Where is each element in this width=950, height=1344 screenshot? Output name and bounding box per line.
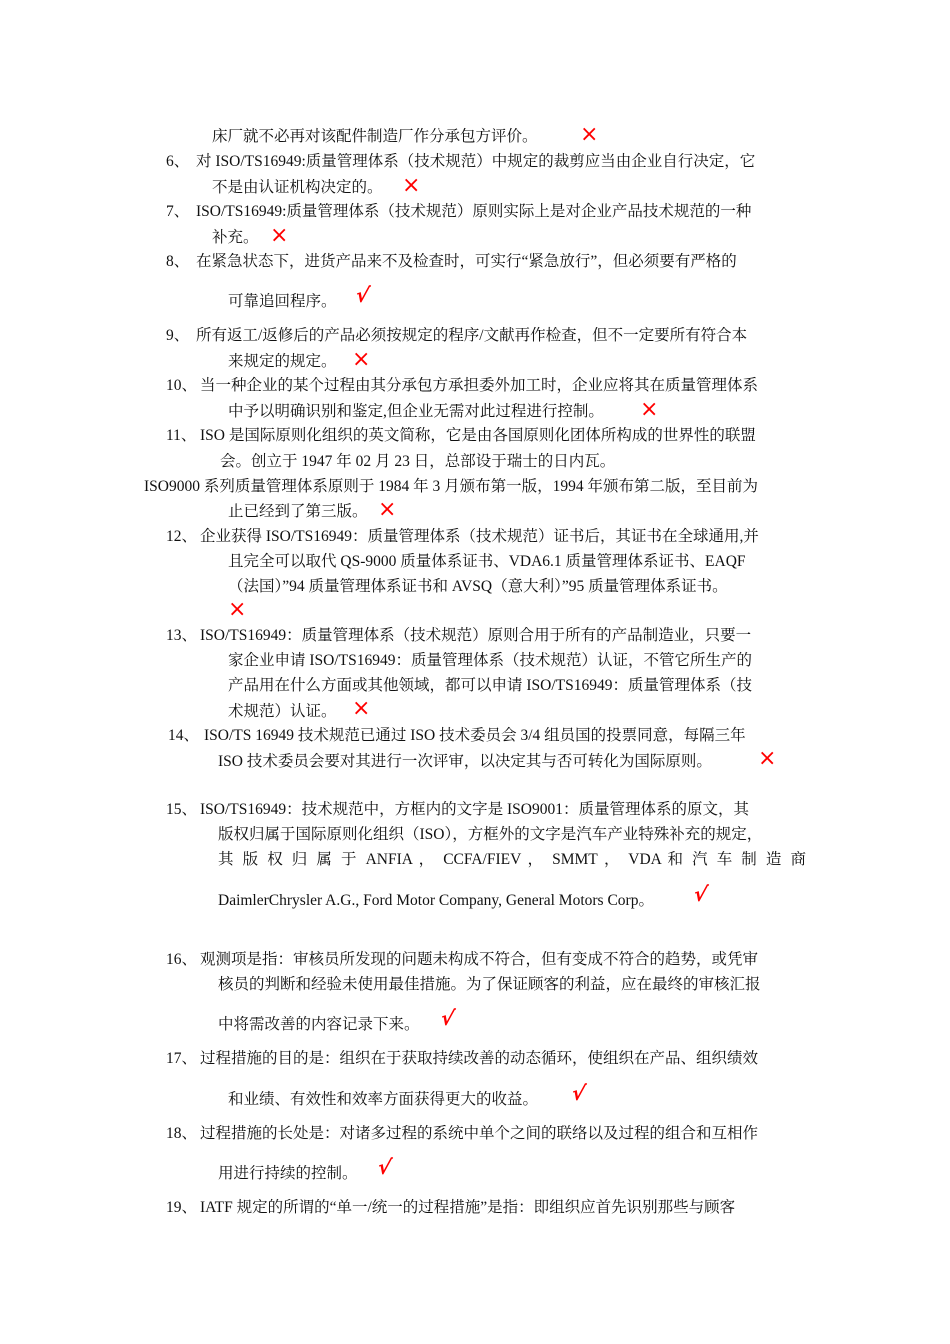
check-mark-icon: √ xyxy=(353,283,372,307)
item-13-line-2: 家企业申请 ISO/TS16949：质量管理体系（技术规范）认证，不管它所生产的 xyxy=(228,652,752,669)
item-15-line-1: ISO/TS16949：技术规范中，方框内的文字是 ISO9001：质量管理体系的原文，其 xyxy=(200,801,749,818)
item-15-number: 15、 xyxy=(166,801,198,818)
item-10-line-2: 中予以明确识别和鉴定,但企业无需对此过程进行控制。 xyxy=(228,403,604,420)
item-17-line-2: 和业绩、有效性和效率方面获得更大的收益。 xyxy=(228,1091,539,1108)
item-8-line-2: 可靠追回程序。 xyxy=(228,293,337,310)
item-16-line-2: 核员的判断和经验未使用最佳措施。为了保证顾客的利益，应在最终的审核汇报 xyxy=(218,976,761,993)
cross-mark-icon: × xyxy=(270,223,289,248)
cross-mark-icon: × xyxy=(228,597,247,622)
item-11-number: 11、 xyxy=(166,427,197,444)
item-9-line-1: 所有返工/返修后的产品必须按规定的程序/文献再作检查，但不一定要所有符合本 xyxy=(196,327,748,344)
item-6-line-2: 不是由认证机构决定的。 xyxy=(212,179,383,196)
cross-mark-icon: × xyxy=(580,122,599,147)
item-19-line-1: IATF 规定的所谓的“单一/统一的过程措施”是指：即组织应首先识别那些与顾客 xyxy=(200,1199,736,1216)
item-13-number: 13、 xyxy=(166,627,198,644)
cross-mark-icon: × xyxy=(378,497,397,522)
item-19-number: 19、 xyxy=(166,1199,198,1216)
check-mark-icon: √ xyxy=(375,1155,394,1179)
item-13-line-4: 术规范）认证。 xyxy=(228,703,337,720)
item-12-line-2: 且完全可以取代 QS-9000 质量体系证书、VDA6.1 质量管理体系证书、EAQF xyxy=(228,553,746,570)
item-17-number: 17、 xyxy=(166,1050,198,1067)
check-mark-icon: √ xyxy=(438,1006,457,1030)
item-18-line-1: 过程措施的长处是：对诸多过程的系统中单个之间的联络以及过程的组合和互相作 xyxy=(200,1125,759,1142)
item-8-number: 8、 xyxy=(166,253,190,270)
item-15-line-4: DaimlerChrysler A.G., Ford Motor Company, General Motors Corp。 xyxy=(218,892,654,909)
item-12-line-3: （法国）”94 质量管理体系证书和 AVSQ（意大利）”95 质量管理体系证书。 xyxy=(228,578,728,595)
item-16-number: 16、 xyxy=(166,951,198,968)
item-7-line-1: ISO/TS16949:质量管理体系（技术规范）原则实际上是对企业产品技术规范的一种 xyxy=(196,203,752,220)
item-6-line-1: 对 ISO/TS16949:质量管理体系（技术规范）中规定的裁剪应当由企业自行决定，它 xyxy=(196,153,756,170)
item-13-line-1: ISO/TS16949：质量管理体系（技术规范）原则合用于所有的产品制造业，只要一 xyxy=(200,627,752,644)
item-9-line-2: 来规定的规定。 xyxy=(228,353,337,370)
item-14-number: 14、 xyxy=(168,727,200,744)
item-12-line-1: 企业获得 ISO/TS16949：质量管理体系（技术规范）证书后，其证书在全球通用,并 xyxy=(200,528,759,545)
cross-mark-icon: × xyxy=(640,397,659,422)
item-14-line-2: ISO 技术委员会要对其进行一次评审，以决定其与否可转化为国际原则。 xyxy=(218,753,712,770)
check-mark-icon: √ xyxy=(569,1081,588,1105)
cross-mark-icon: × xyxy=(352,347,371,372)
item-18-line-2: 用进行持续的控制。 xyxy=(218,1165,358,1182)
item-11-line-1: ISO 是国际原则化组织的英文简称，它是由各国原则化团体所构成的世界性的联盟 xyxy=(200,427,756,444)
item-16-line-1: 观测项是指：审核员所发现的问题未构成不符合，但有变成不符合的趋势，或凭审 xyxy=(200,951,759,968)
item-16-line-3: 中将需改善的内容记录下来。 xyxy=(218,1016,420,1033)
item-15-line-2: 版权归属于国际原则化组织（ISO），方框外的文字是汽车产业特殊补充的规定， xyxy=(218,826,763,843)
item-13-line-3: 产品用在什么方面或其他领域，都可以申请 ISO/TS16949：质量管理体系（技 xyxy=(228,677,752,694)
item-6-number: 6、 xyxy=(166,153,190,170)
item-15-line-3: 其 版 权 归 属 于 ANFIA ， CCFA/FIEV ， SMMT ， VDA 和 汽 车 制 造 商 xyxy=(218,851,806,868)
item-12-number: 12、 xyxy=(166,528,198,545)
item-17-line-1: 过程措施的目的是：组织在于获取持续改善的动态循环，使组织在产品、组织绩效 xyxy=(200,1050,759,1067)
item-7-number: 7、 xyxy=(166,203,190,220)
item-10-number: 10、 xyxy=(166,377,198,394)
item-5-line-2: 床厂就不必再对该配件制造厂作分承包方评价。 xyxy=(212,128,538,145)
item-8-line-1: 在紧急状态下，进货产品来不及检查时，可实行“紧急放行”，但必须要有严格的 xyxy=(196,253,737,270)
item-18-number: 18、 xyxy=(166,1125,198,1142)
item-14-line-1: ISO/TS 16949 技术规范已通过 ISO 技术委员会 3/4 组员国的投票同意，每隔三年 xyxy=(204,727,746,744)
item-11-line-2: 会。创立于 1947 年 02 月 23 日，总部设于瑞士的日内瓦。 xyxy=(220,453,616,470)
item-11-line-4: 止已经到了第三版。 xyxy=(228,503,368,520)
cross-mark-icon: × xyxy=(402,173,421,198)
item-11-line-3: ISO9000 系列质量管理体系原则于 1984 年 3 月颁布第一版，1994 年颁布第二版，至目前为 xyxy=(144,478,758,495)
item-9-number: 9、 xyxy=(166,327,190,344)
cross-mark-icon: × xyxy=(352,696,371,721)
item-10-line-1: 当一种企业的某个过程由其分承包方承担委外加工时，企业应将其在质量管理体系 xyxy=(200,377,759,394)
cross-mark-icon: × xyxy=(758,746,777,771)
item-7-line-2: 补充。 xyxy=(212,229,259,246)
check-mark-icon: √ xyxy=(691,882,710,906)
